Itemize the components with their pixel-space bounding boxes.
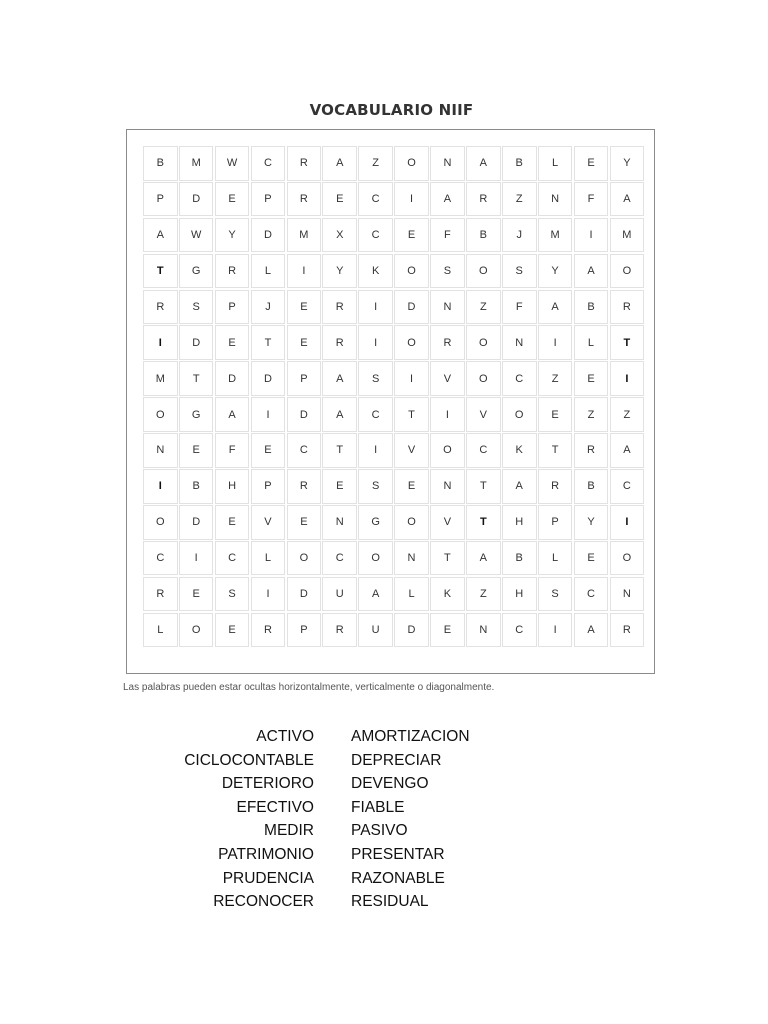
grid-cell: C xyxy=(358,397,393,432)
grid-cell: N xyxy=(143,433,178,468)
grid-cell: N xyxy=(610,577,645,612)
grid-cell: P xyxy=(287,613,322,648)
grid-cell: R xyxy=(143,290,178,325)
word-list-item: FIABLE xyxy=(351,798,405,816)
grid-cell: D xyxy=(394,613,429,648)
word-list-item: PRESENTAR xyxy=(351,845,445,863)
grid-cell: W xyxy=(179,218,214,253)
grid-cell: O xyxy=(430,433,465,468)
grid-cell: A xyxy=(466,146,501,181)
grid-cell: T xyxy=(466,505,501,540)
grid-cell: R xyxy=(287,182,322,217)
grid-cell: A xyxy=(466,541,501,576)
grid-cell: Z xyxy=(358,146,393,181)
grid-cell: A xyxy=(322,397,357,432)
word-search-grid xyxy=(143,146,644,647)
grid-cell: M xyxy=(287,218,322,253)
grid-cell: S xyxy=(358,469,393,504)
grid-cell: C xyxy=(143,541,178,576)
instructions-note: Las palabras pueden estar ocultas horizontalmente, verticalmente o diagonalmente. xyxy=(123,682,495,693)
word-list-item: RAZONABLE xyxy=(351,869,445,887)
grid-cell: K xyxy=(502,433,537,468)
grid-cell: E xyxy=(215,182,250,217)
grid-cell: P xyxy=(143,182,178,217)
grid-cell: O xyxy=(143,397,178,432)
word-list-left-column xyxy=(184,725,314,914)
grid-cell: C xyxy=(466,433,501,468)
grid-cell: M xyxy=(143,361,178,396)
grid-cell: S xyxy=(215,577,250,612)
grid-cell: U xyxy=(322,577,357,612)
grid-cell: A xyxy=(215,397,250,432)
grid-cell: O xyxy=(610,541,645,576)
grid-cell: Z xyxy=(610,397,645,432)
grid-cell: R xyxy=(610,290,645,325)
grid-cell: Y xyxy=(574,505,609,540)
grid-cell: H xyxy=(502,505,537,540)
word-list-item: ACTIVO xyxy=(256,728,314,745)
grid-cell: I xyxy=(251,577,286,612)
grid-cell: O xyxy=(466,325,501,360)
grid-cell: C xyxy=(502,361,537,396)
grid-cell: D xyxy=(179,505,214,540)
grid-cell: R xyxy=(430,325,465,360)
grid-cell: C xyxy=(215,541,250,576)
grid-cell: I xyxy=(430,397,465,432)
grid-cell: E xyxy=(287,505,322,540)
grid-cell: B xyxy=(143,146,178,181)
grid-cell: Z xyxy=(538,361,573,396)
grid-cell: I xyxy=(143,325,178,360)
grid-cell: A xyxy=(574,613,609,648)
grid-cell: R xyxy=(322,613,357,648)
grid-cell: E xyxy=(251,433,286,468)
grid-cell: O xyxy=(358,541,393,576)
grid-cell: O xyxy=(394,325,429,360)
grid-cell: N xyxy=(538,182,573,217)
grid-cell: B xyxy=(466,218,501,253)
grid-cell: S xyxy=(502,254,537,289)
grid-cell: P xyxy=(538,505,573,540)
grid-cell: R xyxy=(287,469,322,504)
grid-cell: B xyxy=(574,469,609,504)
grid-cell: T xyxy=(179,361,214,396)
word-list-item: DETERIORO xyxy=(221,775,314,793)
grid-cell: N xyxy=(502,325,537,360)
grid-cell: O xyxy=(610,254,645,289)
grid-cell: R xyxy=(287,146,322,181)
grid-cell: M xyxy=(179,146,214,181)
grid-cell: T xyxy=(322,433,357,468)
grid-cell: A xyxy=(143,218,178,253)
grid-cell: V xyxy=(466,397,501,432)
word-list-item: MEDIR xyxy=(264,822,314,840)
grid-cell: N xyxy=(430,469,465,504)
grid-cell: E xyxy=(574,541,609,576)
grid-cell: N xyxy=(430,290,465,325)
grid-cell: O xyxy=(287,541,322,576)
grid-cell: J xyxy=(502,218,537,253)
grid-cell: Z xyxy=(574,397,609,432)
grid-cell: Z xyxy=(466,577,501,612)
grid-cell: F xyxy=(215,433,250,468)
grid-cell: C xyxy=(502,613,537,648)
grid-cell: R xyxy=(574,433,609,468)
grid-cell: R xyxy=(143,577,178,612)
grid-cell: S xyxy=(430,254,465,289)
grid-cell: A xyxy=(430,182,465,217)
grid-cell: Y xyxy=(538,254,573,289)
grid-cell: I xyxy=(574,218,609,253)
grid-cell: F xyxy=(502,290,537,325)
grid-cell: R xyxy=(538,469,573,504)
grid-cell: O xyxy=(394,146,429,181)
grid-cell: I xyxy=(394,361,429,396)
grid-cell: I xyxy=(538,613,573,648)
word-list-right-column xyxy=(351,725,470,914)
grid-cell: O xyxy=(466,254,501,289)
grid-cell: Z xyxy=(466,290,501,325)
grid-cell: S xyxy=(179,290,214,325)
grid-cell: H xyxy=(215,469,250,504)
grid-cell: E xyxy=(215,325,250,360)
grid-cell: A xyxy=(574,254,609,289)
grid-cell: N xyxy=(394,541,429,576)
grid-cell: E xyxy=(394,218,429,253)
grid-cell: P xyxy=(287,361,322,396)
grid-cell: D xyxy=(287,577,322,612)
grid-cell: A xyxy=(322,146,357,181)
grid-cell: O xyxy=(394,505,429,540)
grid-cell: I xyxy=(538,325,573,360)
grid-cell: L xyxy=(394,577,429,612)
grid-cell: D xyxy=(287,397,322,432)
grid-cell: L xyxy=(251,254,286,289)
grid-cell: F xyxy=(430,218,465,253)
grid-cell: A xyxy=(610,433,645,468)
grid-cell: I xyxy=(287,254,322,289)
grid-cell: V xyxy=(251,505,286,540)
grid-cell: S xyxy=(358,361,393,396)
grid-cell: L xyxy=(538,541,573,576)
grid-cell: V xyxy=(394,433,429,468)
word-list-item: PATRIMONIO xyxy=(218,845,314,863)
grid-cell: R xyxy=(322,290,357,325)
grid-cell: A xyxy=(538,290,573,325)
grid-cell: I xyxy=(610,361,645,396)
grid-cell: O xyxy=(394,254,429,289)
grid-cell: G xyxy=(179,254,214,289)
grid-cell: K xyxy=(430,577,465,612)
grid-cell: R xyxy=(610,613,645,648)
grid-cell: I xyxy=(179,541,214,576)
word-list-item: DEVENGO xyxy=(351,775,429,793)
grid-cell: E xyxy=(215,505,250,540)
grid-cell: Y xyxy=(610,146,645,181)
grid-cell: O xyxy=(179,613,214,648)
grid-cell: C xyxy=(251,146,286,181)
grid-cell: E xyxy=(430,613,465,648)
word-list-item: PRUDENCIA xyxy=(222,869,314,887)
grid-cell: E xyxy=(574,146,609,181)
grid-cell: W xyxy=(215,146,250,181)
grid-cell: E xyxy=(215,613,250,648)
grid-cell: A xyxy=(358,577,393,612)
grid-cell: C xyxy=(287,433,322,468)
grid-cell: T xyxy=(538,433,573,468)
grid-cell: T xyxy=(143,254,178,289)
grid-cell: G xyxy=(358,505,393,540)
grid-cell: N xyxy=(322,505,357,540)
grid-cell: T xyxy=(251,325,286,360)
grid-cell: E xyxy=(574,361,609,396)
grid-cell: T xyxy=(610,325,645,360)
grid-cell: T xyxy=(430,541,465,576)
grid-cell: C xyxy=(322,541,357,576)
grid-cell: T xyxy=(394,397,429,432)
grid-cell: I xyxy=(251,397,286,432)
grid-cell: C xyxy=(358,218,393,253)
grid-cell: Y xyxy=(322,254,357,289)
grid-cell: C xyxy=(358,182,393,217)
grid-cell: O xyxy=(502,397,537,432)
grid-cell: R xyxy=(466,182,501,217)
grid-cell: R xyxy=(215,254,250,289)
grid-cell: E xyxy=(538,397,573,432)
grid-cell: B xyxy=(502,146,537,181)
grid-cell: I xyxy=(610,505,645,540)
grid-cell: E xyxy=(287,290,322,325)
grid-cell: E xyxy=(394,469,429,504)
grid-cell: Z xyxy=(502,182,537,217)
grid-cell: D xyxy=(251,218,286,253)
grid-cell: P xyxy=(215,290,250,325)
grid-cell: D xyxy=(394,290,429,325)
word-list-item: RECONOCER xyxy=(213,893,314,911)
grid-cell: R xyxy=(322,325,357,360)
grid-cell: T xyxy=(466,469,501,504)
grid-cell: A xyxy=(322,361,357,396)
page-title: VOCABULARIO NIIF xyxy=(309,101,474,119)
grid-cell: E xyxy=(322,182,357,217)
grid-cell: K xyxy=(358,254,393,289)
grid-cell: L xyxy=(538,146,573,181)
grid-cell: I xyxy=(358,290,393,325)
grid-cell: O xyxy=(143,505,178,540)
grid-cell: L xyxy=(143,613,178,648)
grid-cell: I xyxy=(358,433,393,468)
grid-cell: B xyxy=(502,541,537,576)
grid-cell: V xyxy=(430,361,465,396)
grid-cell: N xyxy=(466,613,501,648)
grid-cell: A xyxy=(610,182,645,217)
grid-cell: L xyxy=(251,541,286,576)
grid-cell: B xyxy=(574,290,609,325)
grid-cell: X xyxy=(322,218,357,253)
grid-cell: E xyxy=(179,433,214,468)
grid-cell: D xyxy=(251,361,286,396)
word-list-item: PASIVO xyxy=(351,822,408,840)
grid-cell: E xyxy=(179,577,214,612)
word-list-item: CICLOCONTABLE xyxy=(184,751,314,769)
grid-cell: E xyxy=(322,469,357,504)
grid-cell: I xyxy=(143,469,178,504)
grid-cell: B xyxy=(179,469,214,504)
grid-cell: M xyxy=(538,218,573,253)
grid-cell: D xyxy=(179,325,214,360)
grid-cell: F xyxy=(574,182,609,217)
word-list-item: AMORTIZACION xyxy=(351,728,470,745)
grid-cell: A xyxy=(502,469,537,504)
word-list-item: RESIDUAL xyxy=(351,893,429,911)
grid-cell: O xyxy=(466,361,501,396)
grid-cell: I xyxy=(394,182,429,217)
grid-cell: G xyxy=(179,397,214,432)
grid-cell: E xyxy=(287,325,322,360)
grid-cell: H xyxy=(502,577,537,612)
grid-cell: C xyxy=(574,577,609,612)
grid-cell: I xyxy=(358,325,393,360)
grid-cell: C xyxy=(610,469,645,504)
grid-cell: J xyxy=(251,290,286,325)
grid-cell: R xyxy=(251,613,286,648)
word-list-item: EFECTIVO xyxy=(236,798,314,816)
grid-cell: P xyxy=(251,182,286,217)
grid-cell: V xyxy=(430,505,465,540)
grid-cell: N xyxy=(430,146,465,181)
grid-cell: D xyxy=(215,361,250,396)
word-list-item: DEPRECIAR xyxy=(351,751,442,769)
grid-cell: P xyxy=(251,469,286,504)
grid-cell: U xyxy=(358,613,393,648)
grid-cell: Y xyxy=(215,218,250,253)
grid-cell: L xyxy=(574,325,609,360)
grid-cell: S xyxy=(538,577,573,612)
grid-cell: D xyxy=(179,182,214,217)
grid-cell: M xyxy=(610,218,645,253)
